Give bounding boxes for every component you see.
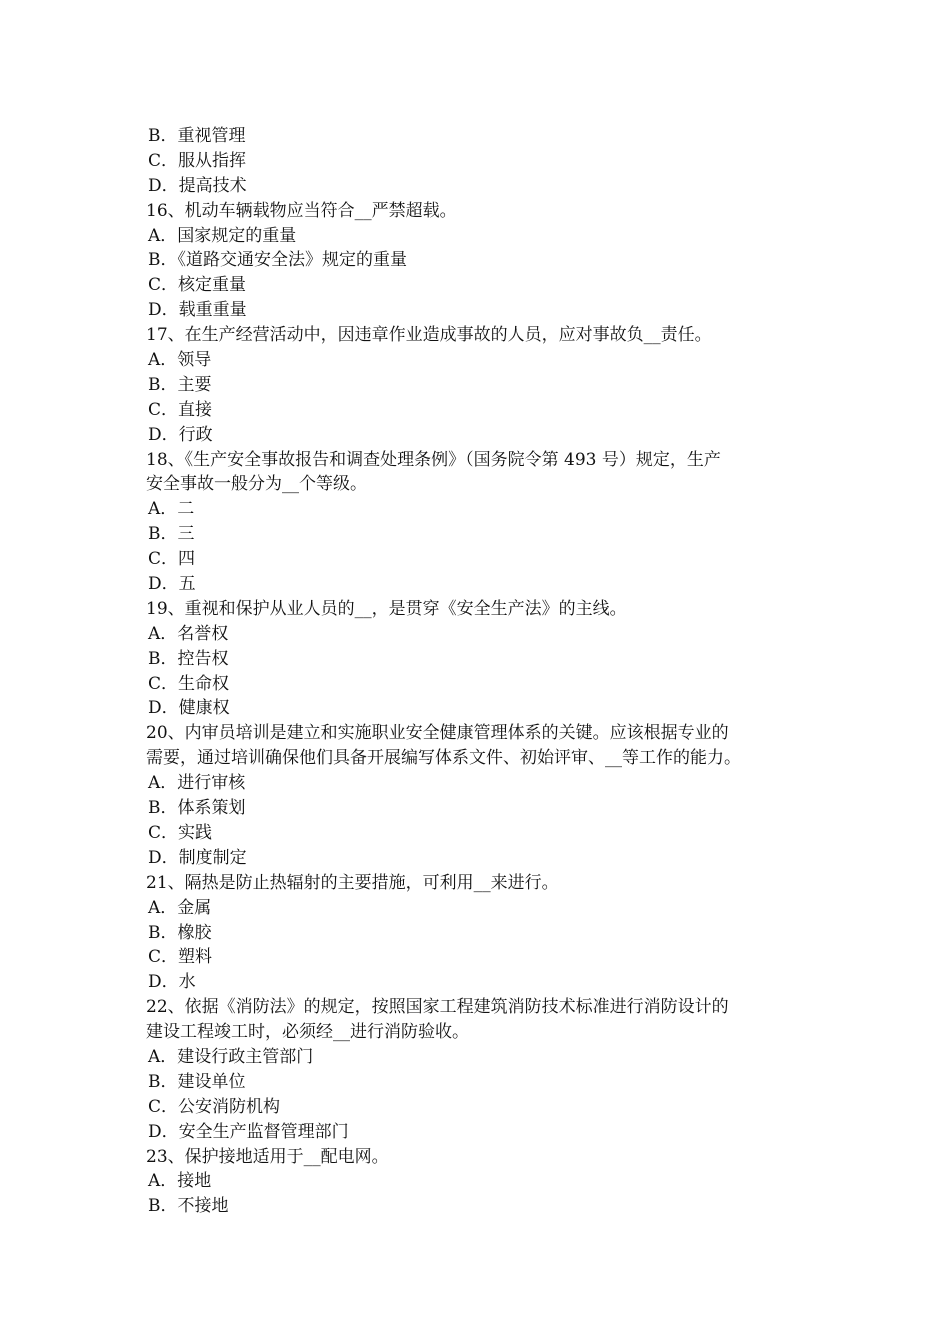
answer-option: B．重视管理	[148, 126, 246, 146]
answer-option: A．接地	[148, 1171, 212, 1192]
question-text: 22、依据《消防法》的规定，按照国家工程建筑消防技术标准进行消防设计的	[146, 997, 729, 1018]
document-page	[146, 124, 811, 1219]
answer-option: A．二	[148, 499, 195, 520]
answer-option: D．水	[148, 972, 196, 993]
answer-option: D．提高技术	[148, 175, 247, 196]
answer-option: A．进行审核	[148, 773, 246, 794]
question-text: 18、《生产安全事故报告和调查处理条例》（国务院令第 493 号）规定，生产	[146, 449, 721, 470]
question-text: 23、保护接地适用于__配电网。	[146, 1146, 389, 1167]
question-text: 建设工程竣工时，必须经__进行消防验收。	[146, 1022, 469, 1043]
answer-option: B．《道路交通安全法》规定的重量	[148, 250, 407, 271]
answer-option: A．国家规定的重量	[148, 225, 297, 246]
answer-option: B．体系策划	[148, 798, 246, 819]
answer-option: D．健康权	[148, 698, 230, 719]
answer-option: A．建设行政主管部门	[148, 1046, 314, 1067]
answer-option: C．直接	[148, 399, 213, 420]
answer-option: D．载重重量	[148, 300, 247, 321]
answer-option: D．行政	[148, 424, 213, 445]
answer-option: A．名誉权	[148, 623, 229, 644]
answer-option: B．建设单位	[148, 1071, 246, 1092]
answer-option: C．四	[148, 549, 196, 570]
answer-option: B．主要	[148, 374, 212, 395]
answer-option: C．塑料	[148, 947, 213, 968]
question-text: 安全事故一般分为__个等级。	[146, 474, 367, 495]
answer-option: B．控告权	[148, 648, 229, 669]
answer-option: C．服从指挥	[148, 150, 247, 171]
answer-option: D．五	[148, 574, 196, 595]
question-text: 21、隔热是防止热辐射的主要措施，可利用__来进行。	[146, 872, 559, 893]
answer-option: D．安全生产监督管理部门	[148, 1121, 349, 1142]
question-text: 20、内审员培训是建立和实施职业安全健康管理体系的关键。应该根据专业的	[146, 723, 729, 744]
answer-option: C．实践	[148, 822, 213, 843]
answer-option: C．生命权	[148, 673, 230, 694]
question-text: 19、重视和保护从业人员的__，是贯穿《安全生产法》的主线。	[146, 598, 627, 619]
answer-option: C．核定重量	[148, 275, 247, 296]
answer-option: A．金属	[148, 897, 212, 918]
answer-option: A．领导	[148, 350, 212, 371]
question-text: 17、在生产经营活动中，因违章作业造成事故的人员，应对事故负__责任。	[146, 325, 712, 346]
answer-option: C．公安消防机构	[148, 1096, 281, 1117]
answer-option: D．制度制定	[148, 847, 247, 868]
question-text: 16、机动车辆载物应当符合__严禁超载。	[146, 200, 457, 221]
answer-option: B．不接地	[148, 1196, 229, 1217]
answer-option: B．三	[148, 524, 195, 545]
answer-option: B．橡胶	[148, 922, 212, 943]
question-text: 需要，通过培训确保他们具备开展编写体系文件、初始评审、__等工作的能力。	[146, 748, 741, 769]
